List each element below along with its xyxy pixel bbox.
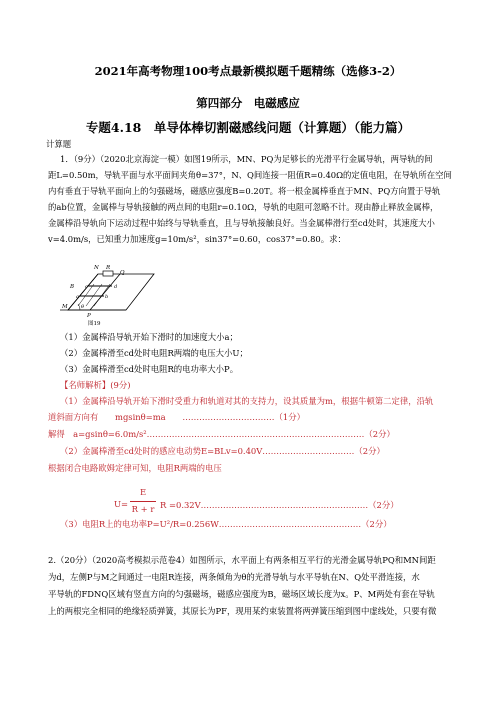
solution-line-3: 解得 a=gsinθ=6.0m/s²……………………………………………………………………（2分） — [48, 429, 395, 439]
q1-sub-3: （3）金属棒滑至cd处时电阻R的电功率大小P。 — [60, 364, 239, 374]
q1-sub-1: （1）金属棒沿导轨开始下滑时的加速度大小a； — [60, 332, 238, 342]
label-b: B — [70, 284, 75, 290]
q2-line-4: 上的两根完全相同的绝缘轻质弹簧，其原长为PF，现用某约束装置将两弹簧压缩到图中虚线处，只要有微 — [48, 606, 437, 616]
solution-line-last: （3）电阻R上的电功率P=U²/R=0.256W……………………………………………（2分） — [60, 519, 392, 529]
solution-title: 【名师解析】(9分) — [60, 380, 131, 390]
formula-numerator: E — [139, 487, 147, 497]
label-q: Q — [120, 270, 125, 276]
label-p: P — [87, 313, 91, 319]
q1-line-2: 距L=0.50m，导轨平面与水平面间夹角θ=37°，N、Q间连接一阻值R=0.40Ω的定值电阻，在导轨所在空间 — [48, 170, 452, 180]
section-label: 计算题 — [46, 139, 72, 149]
formula-rhs: R =0.32V……………………………………………………（2分） — [160, 500, 399, 510]
topic-heading: 专题4.18 单导体棒切割磁感线问题（计算题）（能力篇） — [85, 120, 411, 135]
solution-line-5: 根据闭合电路欧姆定律可知，电阻R两端的电压 — [48, 463, 222, 473]
field-arrow — [86, 284, 102, 306]
document-title: 2021年高考物理100考点最新模拟题千题精练（选修3-2） — [94, 64, 402, 78]
q1-line-5: 金属棒沿导轨向下运动过程中始终与导轨垂直，且与导轨接触良好。当金属棒滑行至cd处时，其速度大小 — [48, 218, 435, 228]
q2-line-2: 为d，左侧P与M之间通过一电阻R连接，两条倾角为θ的光滑导轨与水平导轨在N、Q处平滑连接，水 — [48, 572, 420, 582]
resistor-r — [103, 271, 113, 276]
formula-lhs: U= — [114, 499, 129, 509]
figure-caption: 图19 — [88, 321, 101, 326]
label-theta: θ — [81, 304, 85, 310]
label-d: d — [114, 284, 118, 290]
solution-line-1: （1）金属棒沿导轨开始下滑时受重力和轨道对其的支持力，设其质量为m，根据牛顿第二定律，沿轨 — [60, 396, 434, 406]
label-m: M — [62, 304, 68, 310]
rail-pq — [90, 274, 120, 310]
q2-line-1: 2.（20分）（2020高考模拟示范卷4）如图所示，水平面上有两条相互平行的光滑金属导轨PQ和MN间距 — [48, 555, 436, 565]
formula-denominator: R + r — [131, 504, 155, 514]
label-r: R — [106, 265, 111, 271]
label-b-point: b — [105, 294, 109, 300]
part-heading: 第四部分 电磁感应 — [196, 96, 300, 110]
q1-line-6: v=4.0m/s，已知重力加速度g=10m/s²，sin37°=0.60，cos37°=0.80。求： — [48, 234, 346, 244]
q1-line-4: 的ab位置，金属棒与导轨接触的两点间的电阻r=0.10Ω，导轨的电阻可忽略不计。现由静止释放金属棒， — [48, 202, 439, 212]
q1-line-1: 1．（9分）（2020北京海淀一模）如图19所示，MN、PQ为足够长的光滑平行金属导轨，两导轨的间 — [60, 154, 433, 164]
solution-line-2: 道斜面方向有 mgsinθ=ma ……………………………（1分） — [48, 412, 305, 422]
q1-sub-2: （2）金属棒滑至cd处时电阻R两端的电压大小U； — [60, 348, 248, 358]
fraction-bar — [130, 501, 156, 502]
label-c: c — [85, 284, 88, 290]
q2-line-3: 平导轨的FDNQ区域有竖直方向的匀强磁场，磁感应强度为B，磁场区域长度为x。P、M两处有套在导轨 — [48, 589, 435, 599]
solution-line-4: （2）金属棒滑至cd处时的感应电动势E=BLv=0.40V……………………………（2分） — [60, 446, 385, 456]
label-n: N — [94, 265, 99, 271]
q1-line-3: 内有垂直于导轨平面向上的匀强磁场，磁感应强度B=0.20T。将一根金属棒垂直于MN、PQ方向置于导轨 — [48, 186, 441, 196]
figure-19-diagram — [60, 260, 160, 326]
label-a: a — [76, 294, 79, 300]
